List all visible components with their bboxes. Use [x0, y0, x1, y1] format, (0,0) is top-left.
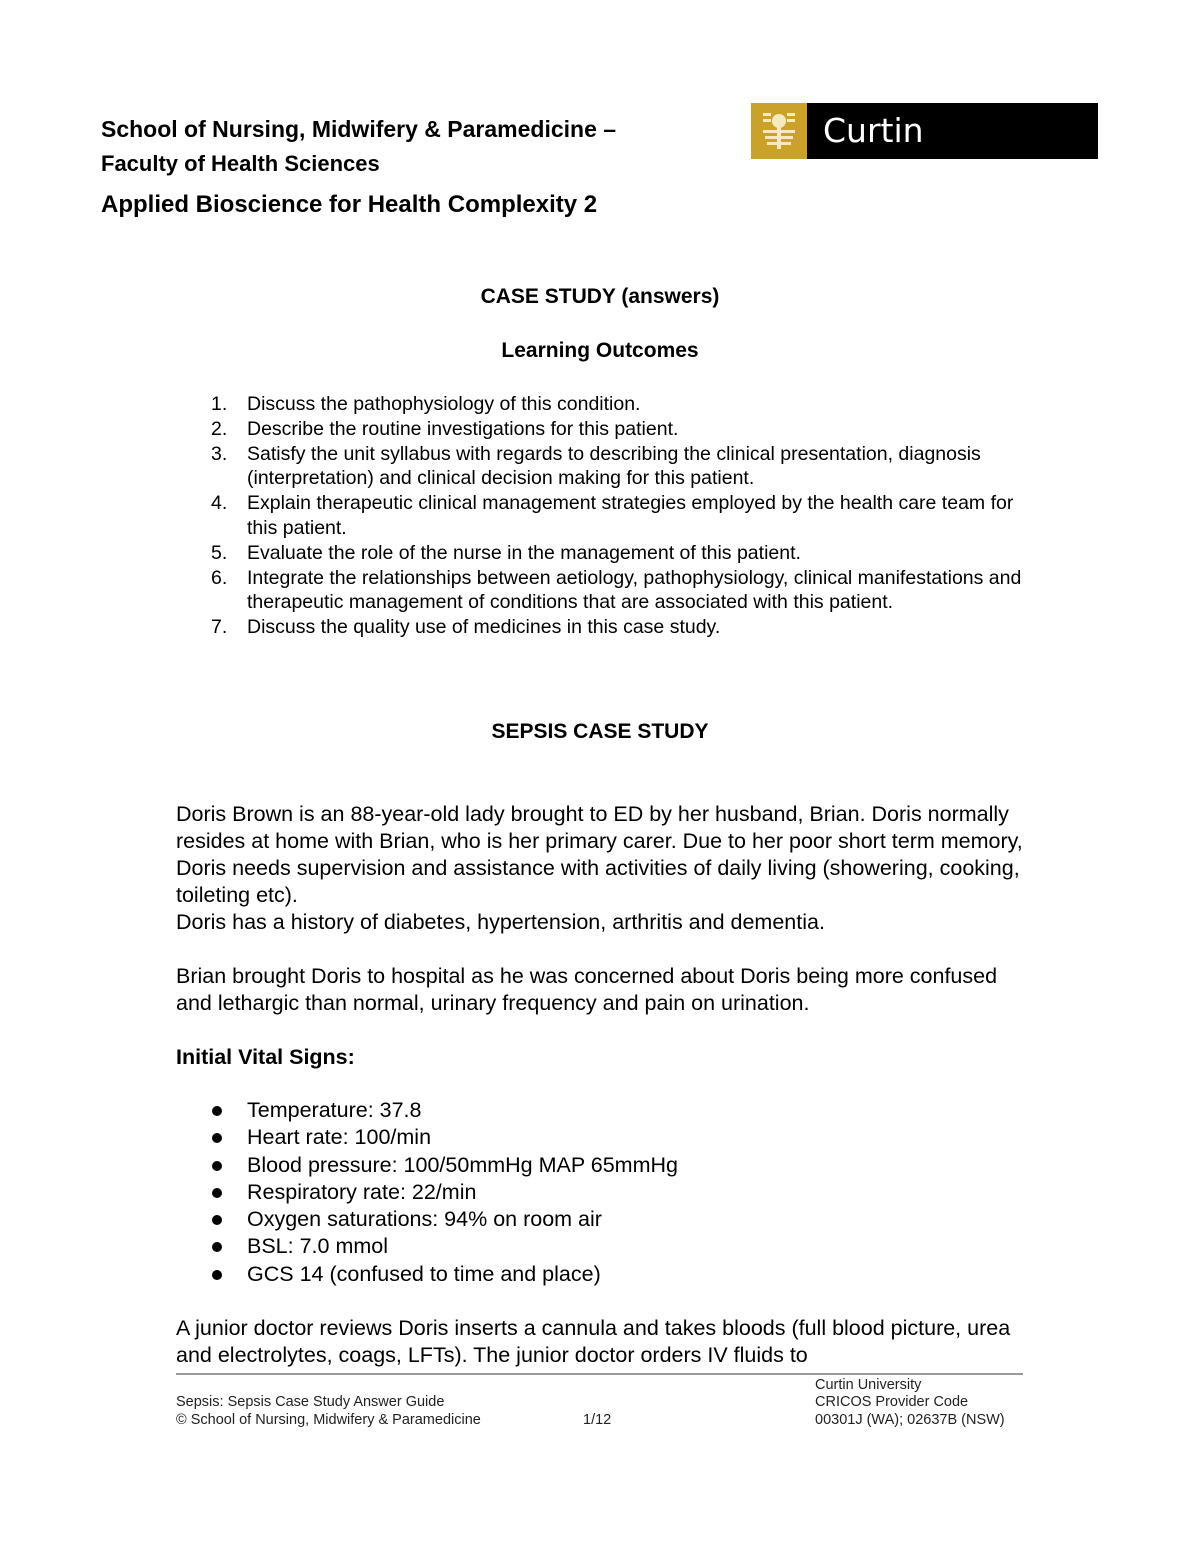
footer-university: Curtin University [815, 1377, 922, 1393]
vital-sign-item [176, 1261, 678, 1288]
footer-provider-code: 00301J (WA); 02637B (NSW) [815, 1412, 1005, 1428]
learning-outcome-item [176, 442, 1026, 492]
footer-copyright: © School of Nursing, Midwifery & Paramedicine [176, 1412, 481, 1428]
vital-sign-item [176, 1233, 678, 1260]
item-number: 3. [211, 442, 228, 465]
vital-sign-text: Heart rate: 100/min [247, 1125, 432, 1150]
item-text: Discuss the pathophysiology of this condition. [247, 393, 641, 415]
vital-sign-text: GCS 14 (confused to time and place) [247, 1261, 601, 1286]
item-number: 7. [211, 616, 228, 639]
learning-outcome-item [176, 615, 1026, 640]
item-text: Describe the routine investigations for this patient. [247, 417, 679, 440]
page-number: 1/12 [583, 1412, 612, 1428]
footer-divider [176, 1373, 1023, 1375]
item-number: 6. [211, 566, 228, 589]
vital-sign-text: BSL: 7.0 mmol [247, 1234, 388, 1259]
learning-outcome-item [176, 392, 1026, 417]
presentation-paragraph: Brian brought Doris to hospital as he was concerned about Doris being more confused and lethargic than normal, urinary frequency and pain on urination. [176, 964, 998, 1015]
bullet-icon [212, 1215, 222, 1225]
item-text: Evaluate the role of the nurse in the management of this patient. [247, 541, 801, 564]
vital-sign-text: Respiratory rate: 22/min [247, 1179, 477, 1204]
sepsis-heading: SEPSIS CASE STUDY [491, 720, 709, 743]
curtin-logo [751, 103, 1098, 206]
footer-cricos: CRICOS Provider Code [815, 1394, 969, 1410]
case-paragraph: Doris Brown is an 88-year-old lady brought to ED by her husband, Brian. Doris normally resides at home with Brian, who is her primary carer. Due to her poor short term memory, Doris needs supervision and assistance with activities of daily living (showering, cooking, toileting etc). [176, 802, 1023, 907]
item-number: 1. [211, 393, 228, 415]
footer-doc-title: Sepsis: Sepsis Case Study Answer Guide [176, 1394, 445, 1410]
bullet-icon [212, 1133, 222, 1143]
vital-sign-item [176, 1097, 678, 1124]
learning-outcomes-list [176, 392, 1026, 640]
learning-outcome-item [176, 491, 1026, 541]
learning-outcomes-heading: Learning Outcomes [501, 339, 699, 362]
item-text: Satisfy the unit syllabus with regards to describing the clinical presentation, diagnosis (interpretation) and clinical decision making for this patient. [247, 442, 981, 490]
bullet-icon [212, 1242, 222, 1252]
school-name: School of Nursing, Midwifery & Paramedicine – [101, 116, 617, 142]
faculty-name: Faculty of Health Sciences [101, 151, 380, 176]
bullet-icon [212, 1106, 222, 1116]
bullet-icon [212, 1188, 222, 1198]
item-number: 5. [211, 541, 228, 564]
history-paragraph: Doris has a history of diabetes, hypertension, arthritis and dementia. [176, 910, 825, 934]
item-text: Integrate the relationships between aetiology, pathophysiology, clinical manifestations and therapeutic management of conditions that are associated with this patient. [247, 566, 1022, 614]
vital-sign-item [176, 1179, 678, 1206]
unit-title: Applied Bioscience for Health Complexity 2 [101, 191, 598, 218]
vital-sign-item [176, 1124, 678, 1151]
vital-sign-text: Oxygen saturations: 94% on room air [247, 1207, 602, 1232]
item-number: 4. [211, 492, 228, 515]
doctor-paragraph: A junior doctor reviews Doris inserts a cannula and takes bloods (full blood picture, urea and electrolytes, coags, LFTs). The junior doctor orders IV fluids to [176, 1316, 1011, 1367]
item-text: Discuss the quality use of medicines in this case study. [247, 616, 721, 639]
crest-icon [751, 103, 807, 159]
vital-sign-item [176, 1152, 678, 1179]
logo-text: Curtin University [823, 111, 990, 206]
vital-sign-item [176, 1206, 678, 1233]
bullet-icon [212, 1161, 222, 1171]
vital-sign-text: Blood pressure: 100/50mmHg MAP 65mmHg [247, 1152, 678, 1177]
item-number: 2. [211, 417, 228, 440]
bullet-icon [212, 1270, 222, 1280]
learning-outcome-item [176, 417, 1026, 442]
case-study-title: CASE STUDY (answers) [480, 285, 720, 308]
learning-outcome-item [176, 566, 1026, 616]
vital-signs-list [176, 1097, 678, 1288]
vital-sign-text: Temperature: 37.8 [247, 1098, 422, 1122]
vitals-heading: Initial Vital Signs: [176, 1045, 355, 1069]
item-text: Explain therapeutic clinical management strategies employed by the health care team for this patient. [247, 492, 1014, 539]
learning-outcome-item [176, 541, 1026, 566]
